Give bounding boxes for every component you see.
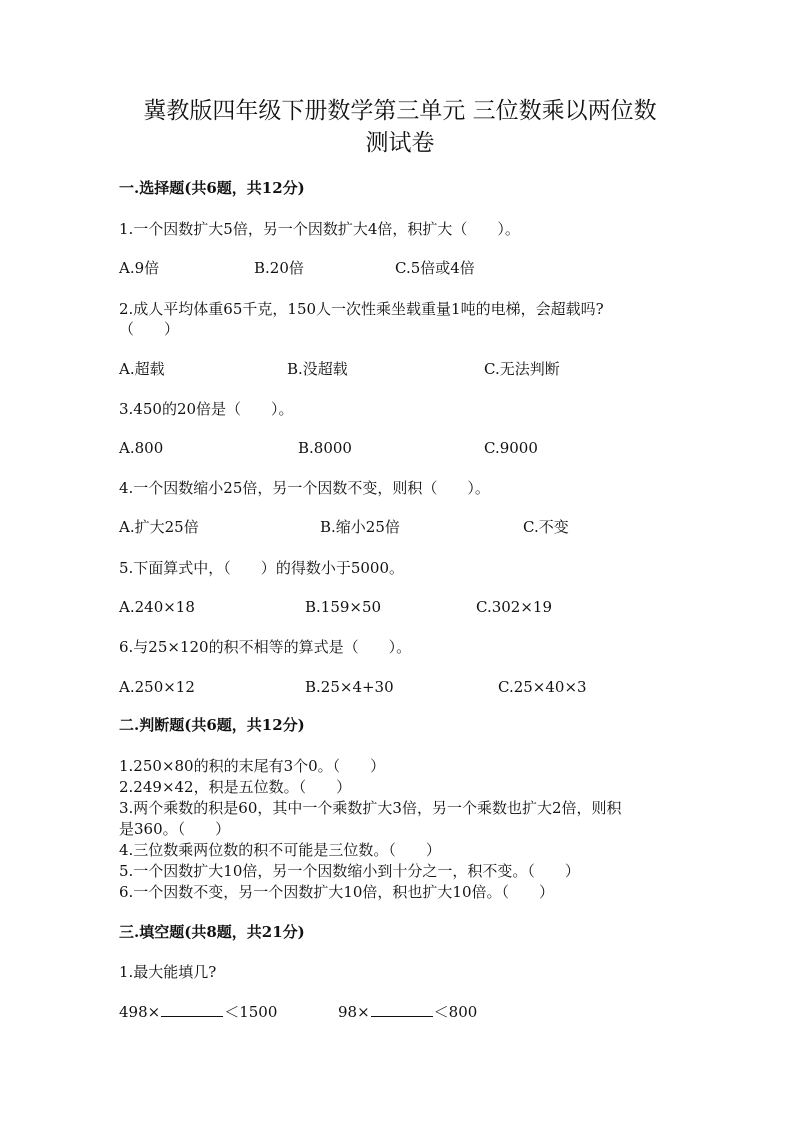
tf-item-6: 6.一个因数不变，另一个因数扩大10倍，积也扩大10倍。（ ）: [119, 883, 554, 901]
q4-option-a: A.扩大25倍: [119, 518, 199, 536]
q3-option-c: C.9000: [484, 439, 538, 457]
q5-option-a: A.240×18: [119, 598, 195, 616]
q3-option-b: B.8000: [298, 439, 352, 457]
q5-text: 5.下面算式中，（ ）的得数小于5000。: [119, 559, 404, 577]
section-3-heading: 三.填空题(共8题，共21分): [119, 923, 305, 941]
formula-1-blank[interactable]: [161, 1002, 223, 1017]
q1-option-b: B.20倍: [254, 259, 304, 277]
q2-option-c: C.无法判断: [484, 360, 560, 378]
tf-item-4: 4.三位数乘两位数的积不可能是三位数。（ ）: [119, 841, 441, 859]
q1-option-a: A.9倍: [119, 259, 160, 277]
q5-option-b: B.159×50: [305, 598, 382, 616]
q5-option-c: C.302×19: [476, 598, 552, 616]
q6-text: 6.与25×120的积不相等的算式是（ ）。: [119, 638, 412, 656]
tf-item-3-cont: 是360。（ ）: [119, 820, 231, 838]
section-2-heading: 二.判断题(共6题，共12分): [119, 716, 305, 734]
formula-1-left: 498×: [119, 1003, 161, 1021]
fill-q1-text: 1.最大能填几?: [119, 963, 217, 981]
formula-2-left: 98×: [338, 1003, 370, 1021]
q2-option-a: A.超载: [119, 360, 165, 378]
q2-option-b: B.没超载: [287, 360, 348, 378]
q6-option-c: C.25×40×3: [498, 678, 587, 696]
tf-item-2: 2.249×42，积是五位数。（ ）: [119, 778, 352, 796]
formula-1-right: ＜1500: [224, 1003, 278, 1021]
q3-text: 3.450的20倍是（ ）。: [119, 400, 294, 418]
q4-option-b: B.缩小25倍: [320, 518, 400, 536]
fill-q1-formula-2: [338, 1002, 477, 1022]
q6-option-b: B.25×4+30: [305, 678, 394, 696]
tf-item-3: 3.两个乘数的积是60，其中一个乘数扩大3倍，另一个乘数也扩大2倍，则积: [119, 799, 622, 817]
title-line-2: 测试卷: [365, 130, 435, 156]
tf-item-1: 1.250×80的积的末尾有3个0。（ ）: [119, 757, 386, 775]
q6-option-a: A.250×12: [119, 678, 195, 696]
q1-option-c: C.5倍或4倍: [395, 259, 475, 277]
fill-q1-formula-1: [119, 1002, 277, 1022]
formula-2-right: ＜800: [433, 1003, 478, 1021]
q3-option-a: A.800: [119, 439, 164, 457]
tf-item-5: 5.一个因数扩大10倍，另一个因数缩小到十分之一，积不变。（ ）: [119, 862, 580, 880]
q2-text: 2.成人平均体重65千克，150人一次性乘坐载重量1吨的电梯，会超载吗?: [119, 300, 604, 318]
title-line-1: 冀教版四年级下册数学第三单元 三位数乘以两位数: [143, 98, 657, 124]
q1-text: 1.一个因数扩大5倍，另一个因数扩大4倍，积扩大（ ）。: [119, 220, 520, 238]
formula-2-blank[interactable]: [371, 1002, 433, 1017]
q4-option-c: C.不变: [523, 518, 569, 536]
q4-text: 4.一个因数缩小25倍，另一个因数不变，则积（ ）。: [119, 479, 490, 497]
section-1-heading: 一.选择题(共6题，共12分): [119, 179, 305, 197]
q2-text-cont: （ ）: [119, 320, 180, 338]
